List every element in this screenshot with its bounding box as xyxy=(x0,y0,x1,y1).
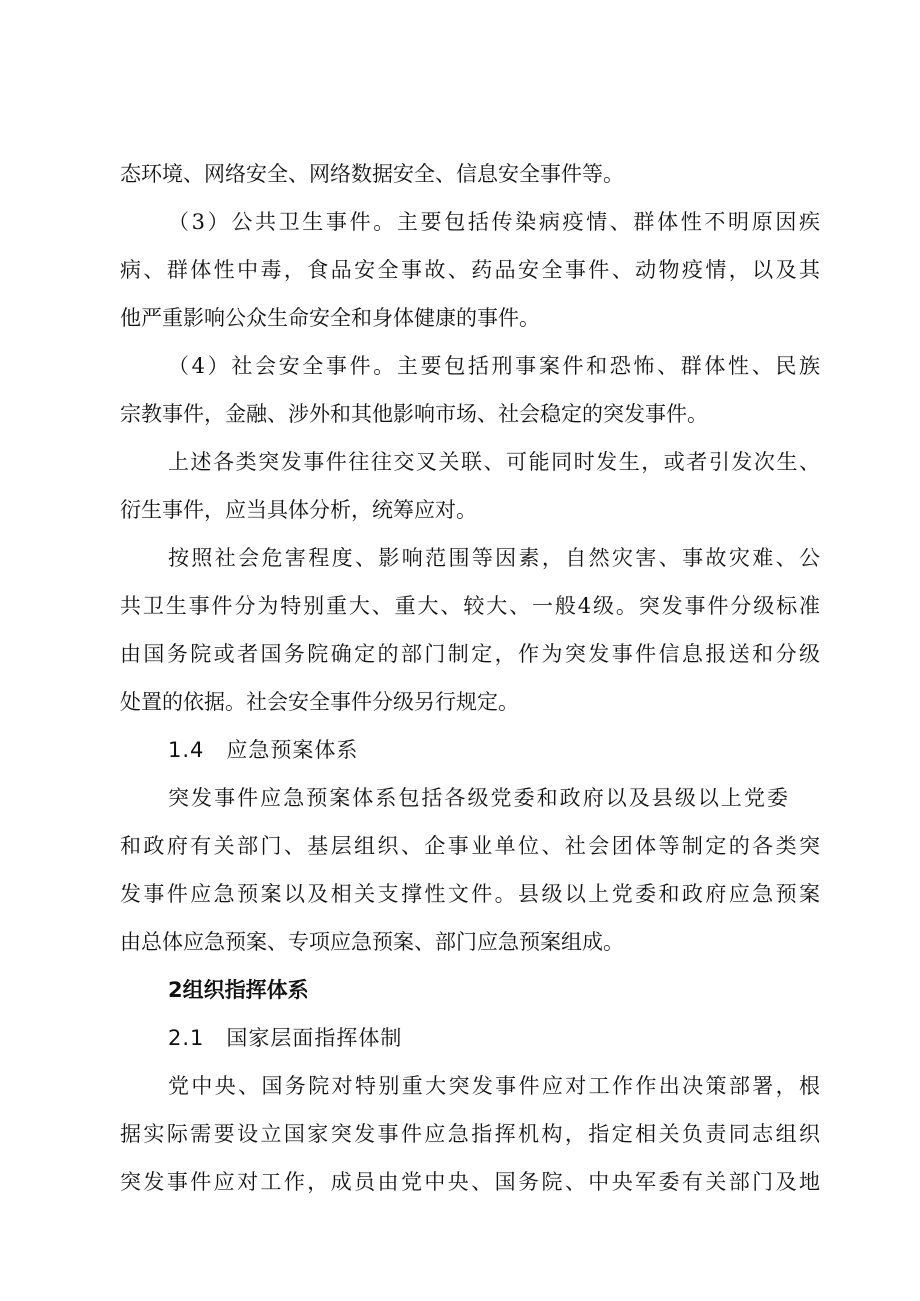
paragraph-line: 共卫生事件分为特别重大、重大、较大、一般4级。突发事件分级标准 xyxy=(120,594,820,618)
section-heading-2-1: 2.1 国家层面指挥体制 xyxy=(168,1026,403,1050)
chapter-heading-2: 2组织指挥体系 xyxy=(168,978,309,1002)
paragraph-line: 他严重影响公众生命安全和身体健康的事件。 xyxy=(120,306,540,330)
paragraph-line: （3）公共卫生事件。主要包括传染病疫情、群体性不明原因疾 xyxy=(168,210,820,234)
paragraph-line: 和政府有关部门、基层组织、企事业单位、社会团体等制定的各类突 xyxy=(120,834,820,858)
paragraph-line: 按照社会危害程度、影响范围等因素，自然灾害、事故灾难、公 xyxy=(168,546,820,570)
paragraph-line: 态环境、网络安全、网络数据安全、信息安全事件等。 xyxy=(120,162,624,186)
paragraph-line: 突发事件应对工作，成员由党中央、国务院、中央军委有关部门及地 xyxy=(120,1170,820,1194)
paragraph-line: 突发事件应急预案体系包括各级党委和政府以及县级以上党委 xyxy=(168,786,788,810)
paragraph-line: 由总体应急预案、专项应急预案、部门应急预案组成。 xyxy=(120,930,624,954)
paragraph-line: 宗教事件，金融、涉外和其他影响市场、社会稳定的突发事件。 xyxy=(120,402,708,426)
paragraph-line: 处置的依据。社会安全事件分级另行规定。 xyxy=(120,690,519,714)
paragraph-line: 发事件应急预案以及相关支撑性文件。县级以上党委和政府应急预案 xyxy=(120,882,820,906)
paragraph-line: 据实际需要设立国家突发事件应急指挥机构，指定相关负责同志组织 xyxy=(120,1122,820,1146)
paragraph-line: （4）社会安全事件。主要包括刑事案件和恐怖、群体性、民族 xyxy=(168,354,820,378)
paragraph-line: 由国务院或者国务院确定的部门制定，作为突发事件信息报送和分级 xyxy=(120,642,820,666)
paragraph-line: 党中央、国务院对特别重大突发事件应对工作作出决策部署，根 xyxy=(168,1074,820,1098)
paragraph-line: 上述各类突发事件往往交叉关联、可能同时发生，或者引发次生、 xyxy=(168,450,820,474)
section-heading-1-4: 1.4 应急预案体系 xyxy=(168,738,359,762)
paragraph-line: 衍生事件，应当具体分析，统筹应对。 xyxy=(120,498,477,522)
paragraph-line: 病、群体性中毒，食品安全事故、药品安全事件、动物疫情，以及其 xyxy=(120,258,820,282)
